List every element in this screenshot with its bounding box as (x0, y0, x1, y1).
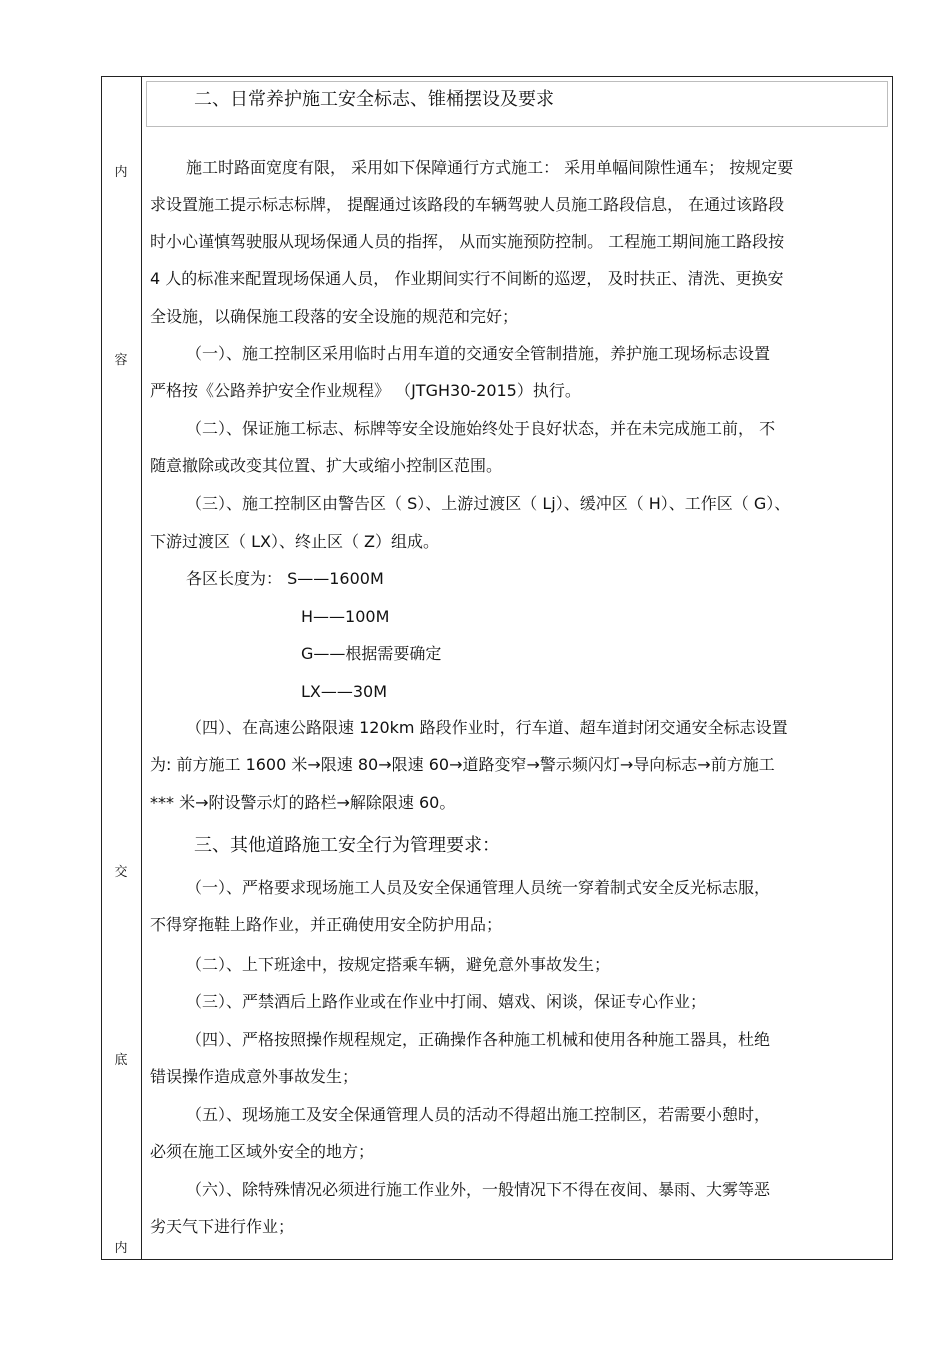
paragraph-line: 错误操作造成意外事故发生； (150, 1067, 359, 1086)
zone-length-line: H——100M (301, 607, 390, 626)
zone-length-line: 各区长度为： S——1600M (186, 569, 384, 588)
paragraph-line: （六）、除特殊情况必须进行施工作业外，一般情况下不得在夜间、暴雨、大雾等恶 (186, 1180, 771, 1199)
paragraph-line: 劣天气下进行作业； (150, 1217, 295, 1236)
paragraph-line: 施工时路面宽度有限， 采用如下保障通行方式施工： 采用单幅间隙性通车； 按规定要 (186, 158, 794, 177)
section-heading: 三、其他道路施工安全行为管理要求： (194, 835, 500, 856)
row-label-char: 内 (114, 1241, 128, 1256)
paragraph-line: （一）、施工控制区采用临时占用车道的交通安全管制措施，养护施工现场标志设置 (186, 344, 771, 363)
paragraph-line: 时小心谨慎驾驶服从现场保通人员的指挥， 从而实施预防控制。 工程施工期间施工路段按 (150, 232, 785, 251)
paragraph-line: 全设施，以确保施工段落的安全设施的规范和完好； (150, 307, 519, 326)
row-label-char: 交 (114, 865, 128, 880)
paragraph-line: 严格按《公路养护安全作业规程》 （JTGH30-2015）执行。 (150, 381, 581, 400)
row-label-char: 内 (114, 165, 128, 180)
zone-length-line: G——根据需要确定 (301, 644, 442, 663)
paragraph-line: 随意撤除或改变其位置、扩大或缩小控制区范围。 (150, 456, 503, 475)
paragraph-line: （三）、严禁酒后上路作业或在作业中打闹、嬉戏、闲谈，保证专心作业； (186, 992, 707, 1011)
paragraph-line: 为: 前方施工 1600 米→限速 80→限速 60→道路变窄→警示频闪灯→导向标志→前方施工 (150, 755, 775, 774)
section-heading: 二、日常养护施工安全标志、锥桶摆设及要求 (194, 89, 554, 110)
paragraph-line: （五）、现场施工及安全保通管理人员的活动不得超出施工控制区，若需要小憩时， (186, 1105, 771, 1124)
paragraph-line: （二）、上下班途中，按规定搭乘车辆，避免意外事故发生； (186, 955, 611, 974)
paragraph-line: 必须在施工区域外安全的地方； (150, 1142, 375, 1161)
row-label-char: 容 (114, 353, 128, 368)
paragraph-line: （四）、严格按照操作规程规定，正确操作各种施工机械和使用各种施工器具，杜绝 (186, 1030, 771, 1049)
zone-length-line: LX——30M (301, 682, 388, 701)
paragraph-line: （三）、施工控制区由警告区（ S）、上游过渡区（ Lj）、缓冲区（ H）、工作区（ G）、 (186, 494, 791, 513)
paragraph-line: （二）、保证施工标志、标牌等安全设施始终处于良好状态，并在未完成施工前， 不 (186, 419, 776, 438)
paragraph-line: （四）、在高速公路限速 120km 路段作业时，行车道、超车道封闭交通安全标志设置 (186, 718, 788, 737)
paragraph-line: （一）、严格要求现场施工人员及安全保通管理人员统一穿着制式安全反光标志服， (186, 878, 771, 897)
paragraph-line: 求设置施工提示标志标牌， 提醒通过该路段的车辆驾驶人员施工路段信息， 在通过该路段 (150, 195, 785, 214)
paragraph-line: 下游过渡区（ LX）、终止区（ Z）组成。 (150, 532, 440, 551)
paragraph-line: 4 人的标准来配置现场保通人员， 作业期间实行不间断的巡逻， 及时扶正、清洗、更换安 (150, 269, 784, 288)
row-label-char: 底 (114, 1053, 128, 1068)
paragraph-line: 不得穿拖鞋上路作业，并正确使用安全防护用品； (150, 915, 503, 934)
paragraph-line: *** 米→附设警示灯的路栏→解除限速 60。 (150, 793, 456, 812)
row-label-column (102, 77, 142, 1259)
